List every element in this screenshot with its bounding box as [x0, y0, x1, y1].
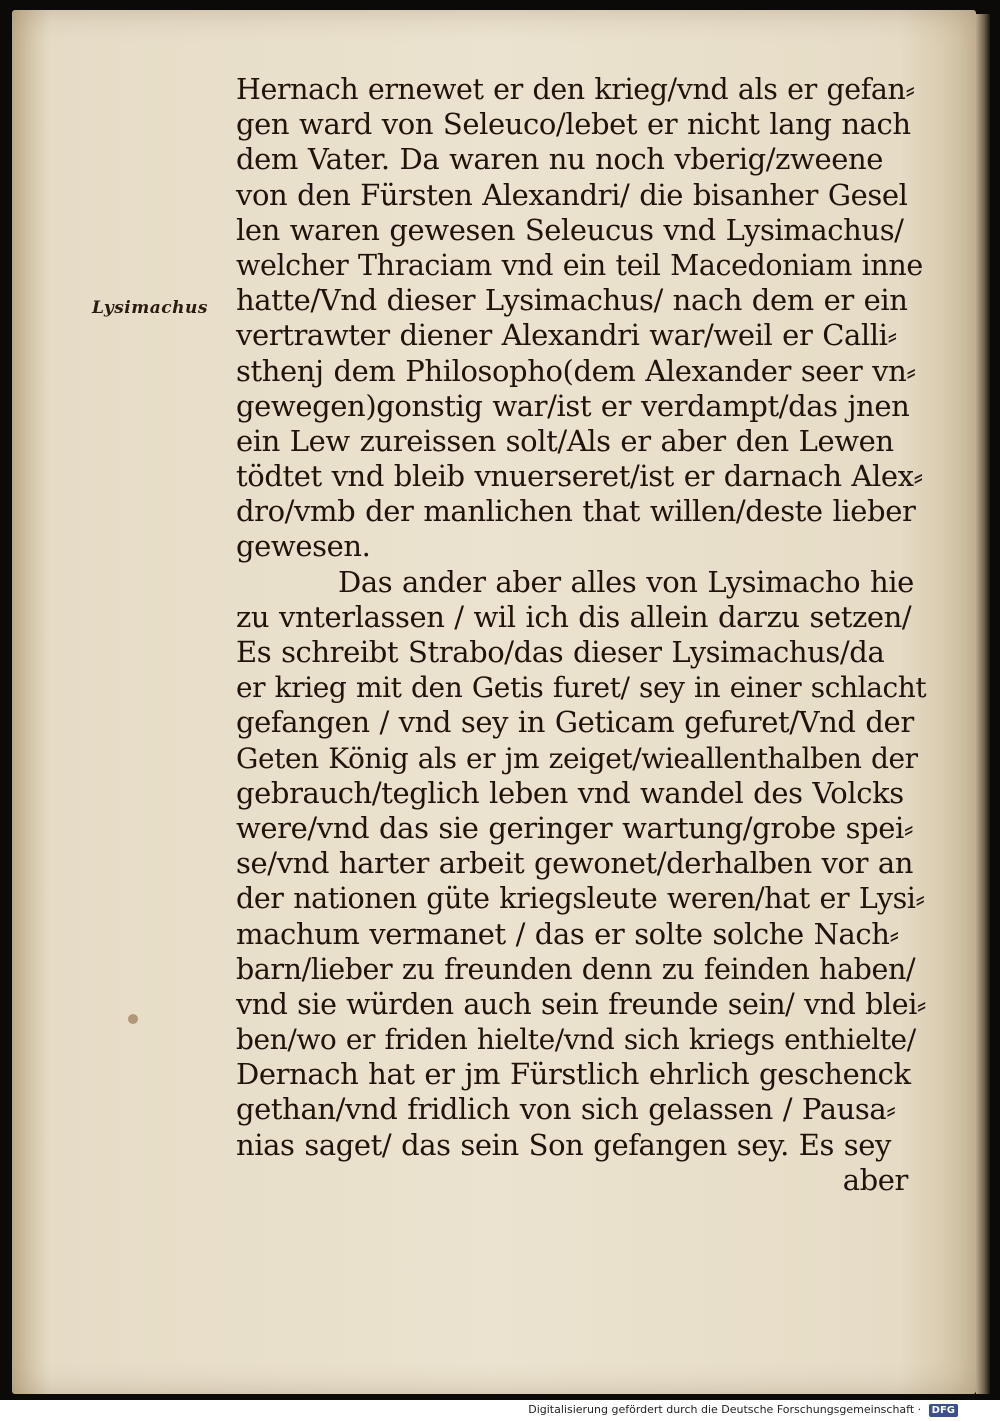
page-edge-shadow	[976, 14, 990, 1394]
text-line: sthenj dem Philosopho(dem Alexander seer vn⸗	[236, 353, 916, 388]
text-line: gewegen)gonstig war/ist er verdampt/das jnen	[236, 388, 910, 423]
text-line: gewesen.	[236, 529, 371, 564]
text-line: gefangen / vnd sey in Geticam gefuret/Vnd der	[236, 705, 914, 740]
marginal-note: Lysimachus	[92, 298, 208, 318]
text-line: barn/lieber zu freunden denn zu feinden haben/	[236, 952, 916, 986]
text-line: von den Fürsten Alexandri/ die bisanher Gesel	[236, 177, 908, 212]
text-line: Hernach ernewet er den krieg/vnd als er gefan⸗	[236, 73, 915, 106]
text-line: Dernach hat er jm Fürstlich ehrlich geschenck	[236, 1057, 911, 1092]
text-line: vertrawter diener Alexandri war/weil er Calli⸗	[236, 318, 897, 353]
catchword: aber	[842, 1162, 908, 1197]
text-line: Es schreibt Strabo/das dieser Lysimachus/da	[236, 635, 885, 669]
text-line: er krieg mit den Getis furet/ sey in einer schlacht	[236, 671, 927, 705]
text-line: dem Vater. Da waren nu noch vberig/zweene	[236, 142, 884, 177]
text-line: len waren gewesen Seleucus vnd Lysimachus/	[236, 212, 904, 247]
text-line: Geten König als er jm zeiget/wieallenthalben der	[236, 741, 918, 775]
text-line: se/vnd harter arbeit gewonet/derhalben vor an	[236, 846, 914, 881]
text-line: dro/vmb der manlichen that willen/deste lieber	[236, 494, 916, 529]
text-line: machum vermanet / das er solte solche Nach⸗	[236, 916, 899, 951]
text-line: tödtet vnd bleib vnuerseret/ist er darnach Alex⸗	[236, 459, 923, 494]
text-line: ein Lew zureissen solt/Als er aber den Lewen	[236, 423, 894, 458]
text-line: gen ward von Seleuco/lebet er nicht lang nach	[236, 107, 911, 142]
text-line: nias saget/ das sein Son gefangen sey. Es sey	[236, 1127, 892, 1162]
text-line: ben/wo er friden hielte/vnd sich kriegs enthielte/	[236, 1023, 916, 1057]
body-text	[236, 72, 927, 1198]
text-line: gebrauch/teglich leben vnd wandel des Volcks	[236, 775, 904, 810]
text-line: vnd sie würden auch sein freunde sein/ vnd blei⸗	[236, 987, 927, 1021]
text-line: were/vnd das sie geringer wartung/grobe spei⸗	[236, 810, 914, 845]
text-line: hatte/Vnd dieser Lysimachus/ nach dem er ein	[236, 283, 908, 318]
paragraph-start-line: Das ander aber alles von Lysimacho hie	[338, 564, 914, 599]
text-line: gethan/vnd fridlich von sich gelassen / Pausa⸗	[236, 1092, 896, 1127]
text-line: der nationen güte kriegsleute weren/hat er Lysi⸗	[236, 882, 925, 916]
text-line: welcher Thraciam vnd ein teil Macedoniam inne	[236, 248, 923, 282]
credit-text: Digitalisierung gefördert durch die Deutsche Forschungsgemeinschaft ·	[528, 1403, 922, 1416]
dfg-logo: DFG	[929, 1404, 958, 1417]
paper-stain	[128, 1014, 138, 1024]
digitization-credit	[528, 1403, 958, 1417]
text-line: zu vnterlassen / wil ich dis allein darzu setzen/	[236, 599, 912, 634]
